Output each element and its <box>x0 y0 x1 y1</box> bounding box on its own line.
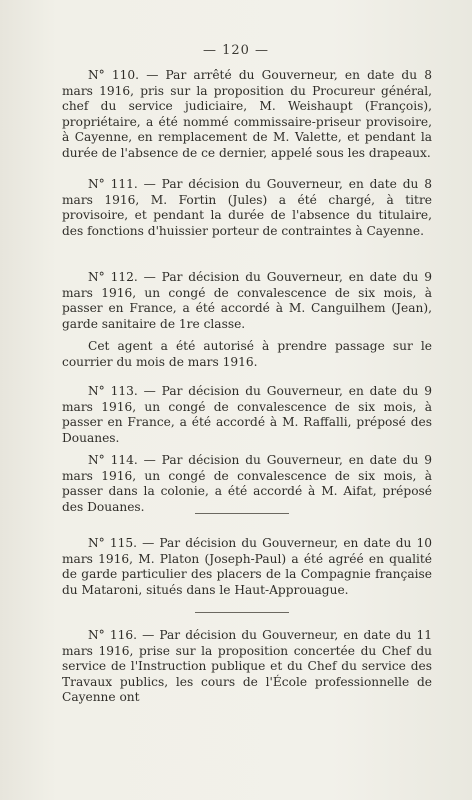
entry-110 <box>62 68 432 161</box>
entry-paragraph: N° 115. — Par décision du Gouverneur, en date du 10 mars 1916, M. Platon (Joseph-Paul) a été agréé en qualité de garde particulier des placers de la Compagnie française du Mataroni, situés dans le Haut-Approuague. <box>62 536 432 597</box>
entry-paragraph: N° 112. — Par décision du Gouverneur, en date du 9 mars 1916, un congé de convalescence de six mois, à passer en France, a été accordé à M. Canguilhem (Jean), garde sanitaire de 1re classe. <box>62 270 432 331</box>
entry-paragraph: N° 113. — Par décision du Gouverneur, en date du 9 mars 1916, un congé de convalescence de six mois, à passer en France, a été accordé à M. Raffalli, préposé des Douanes. <box>62 384 432 445</box>
entry-113 <box>62 384 432 446</box>
entry-111 <box>62 177 432 239</box>
entry-paragraph: N° 110. — Par arrêté du Gouverneur, en date du 8 mars 1916, pris sur la proposition du Procureur général, chef du service judiciaire, M. Weishaupt (François), propriétaire, a été nommé commissaire-priseur provisoire, à Cayenne, en remplacement de M. Valette, et pendant la durée de l'absence de ce dernier, appelé sous les drapeaux. <box>62 68 432 160</box>
entry-115 <box>62 536 432 598</box>
entry-paragraph: N° 111. — Par décision du Gouverneur, en date du 8 mars 1916, M. Fortin (Jules) a été chargé, à titre provisoire, et pendant la durée de l'absence du titulaire, des fonctions d'huissier porteur de contraintes à Cayenne. <box>62 177 432 238</box>
entry-116 <box>62 628 432 706</box>
entry-paragraph: N° 114. — Par décision du Gouverneur, en date du 9 mars 1916, un congé de convalescence de six mois, à passer dans la colonie, a été accordé à M. Aifat, préposé des Douanes. <box>62 453 432 514</box>
entry-112 <box>62 270 432 370</box>
section-divider <box>195 513 289 514</box>
entry-paragraph: N° 116. — Par décision du Gouverneur, en date du 11 mars 1916, prise sur la proposition concertée du Chef du service de l'Instruction publique et du Chef du service des Travaux publics, les cours de l'École professionnelle de Cayenne ont <box>62 628 432 704</box>
page-number: — 120 — <box>202 43 270 58</box>
section-divider <box>195 612 289 613</box>
entry-114 <box>62 453 432 515</box>
entry-paragraph: Cet agent a été autorisé à prendre passage sur le courrier du mois de mars 1916. <box>62 339 432 369</box>
